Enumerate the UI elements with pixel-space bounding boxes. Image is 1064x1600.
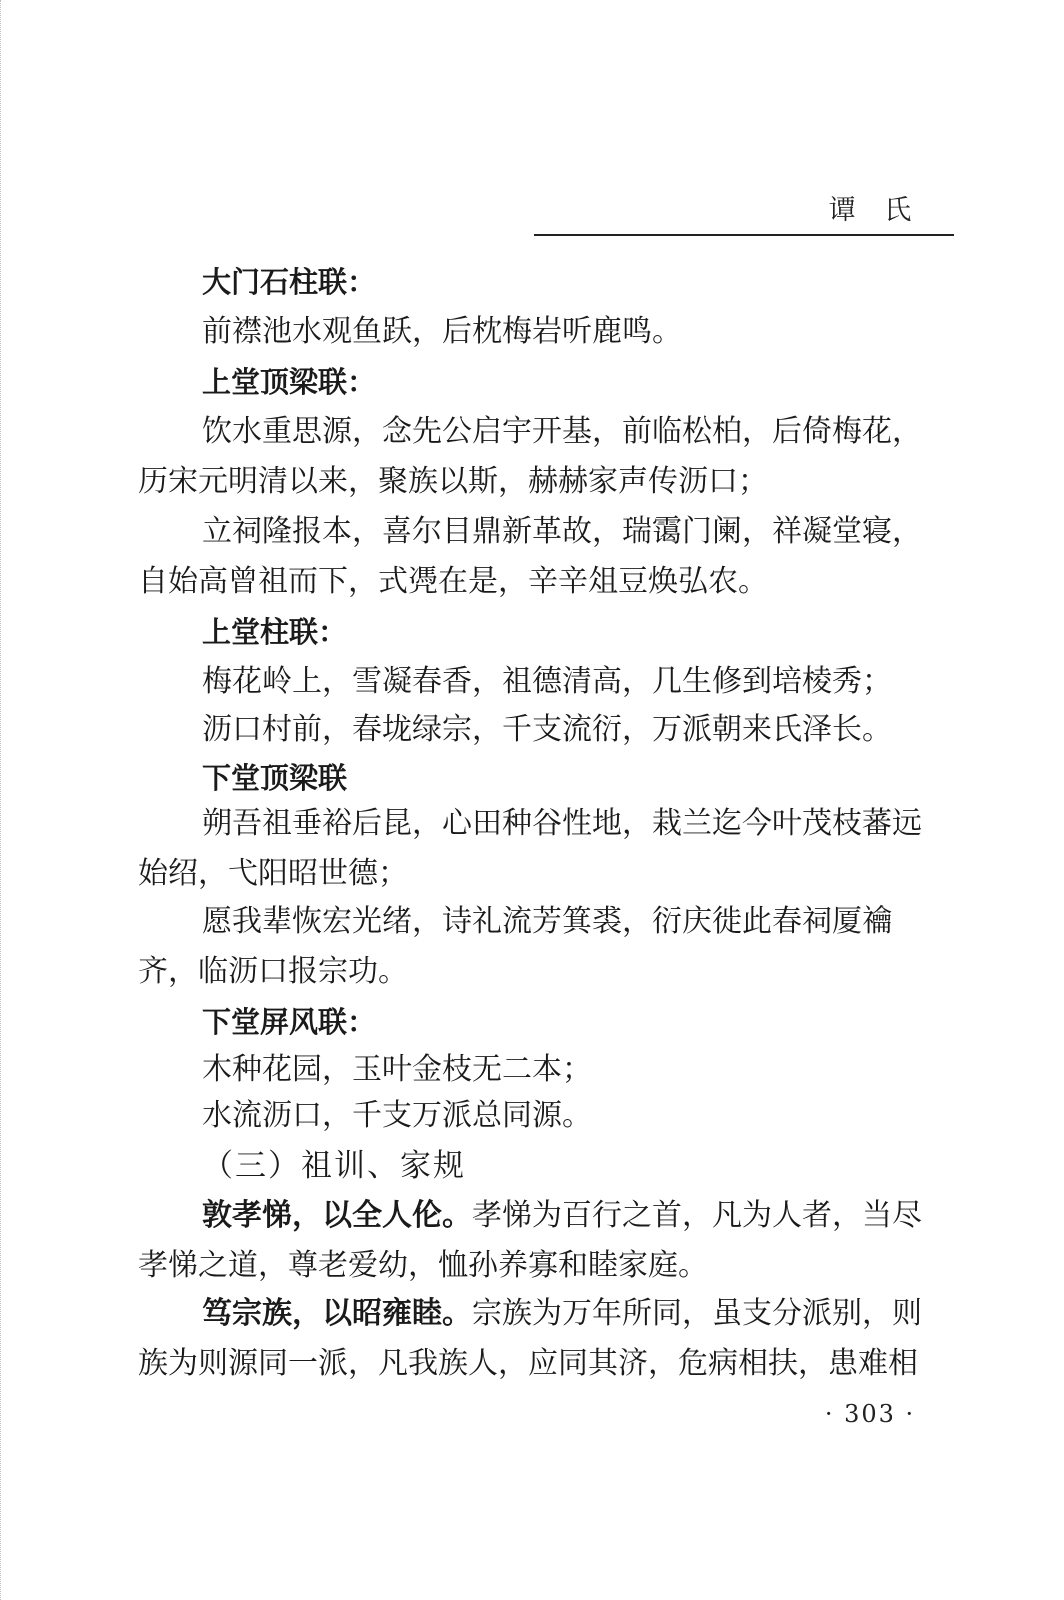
text-line: 历宋元明清以来，聚族以斯，赫赫家声传沥口；: [138, 464, 768, 499]
text-line: 饮水重思源，念先公启宇开基，前临松柏，后倚梅花，: [202, 414, 922, 449]
header-rule: [534, 234, 954, 236]
text-line: 木种花园，玉叶金枝无二本；: [202, 1052, 592, 1087]
couplet-heading: 下堂顶梁联: [202, 761, 348, 795]
page-number: · 303 ·: [824, 1400, 916, 1428]
text-line: 立祠隆报本，喜尔目鼎新革故，瑞霭门阑，祥凝堂寝，: [202, 514, 922, 549]
precept-text: 宗族为万年所同，虽支分派别，则: [472, 1296, 922, 1331]
precept-lead: 敦孝悌，以全人伦。: [202, 1198, 472, 1233]
text-line: [202, 1294, 922, 1334]
precept-text: 孝悌为百行之首，凡为人者，当尽: [472, 1198, 922, 1233]
text-line: 朔吾祖垂裕后昆，心田种谷性地，栽兰迄今叶茂枝蕃远: [202, 806, 922, 841]
text-line: 自始高曾祖而下，式凴在是，辛辛俎豆焕弘农。: [138, 564, 768, 599]
couplet-heading: 下堂屏风联：: [202, 1005, 377, 1039]
text-line: 齐，临沥口报宗功。: [138, 954, 408, 989]
text-line: 水流沥口，千支万派总同源。: [202, 1098, 592, 1133]
couplet-heading: 大门石柱联：: [202, 265, 377, 299]
precept-lead: 笃宗族，以昭雍睦。: [202, 1296, 472, 1331]
couplet-heading: 上堂柱联：: [202, 615, 348, 649]
text-line: 孝悌之道，尊老爱幼，恤孙养寡和睦家庭。: [138, 1248, 708, 1283]
text-line: 愿我辈恢宏光绪，诗礼流芳箕裘，衍庆徙此春祠厦禴: [202, 904, 892, 939]
text-line: 始绍，弋阳昭世德；: [138, 856, 408, 891]
text-line: 梅花岭上，雪凝春香，祖德清高，几生修到培棱秀；: [202, 664, 892, 699]
text-line: 族为则源同一派，凡我族人，应同其济，危病相扶，患难相: [138, 1346, 918, 1381]
couplet-heading: 上堂顶梁联：: [202, 365, 377, 399]
section-title: （三）祖训、家规: [202, 1148, 466, 1184]
text-line: [202, 1196, 922, 1236]
running-head: 谭 氏: [828, 195, 922, 226]
page-edge: [0, 0, 7, 1600]
text-line: 前襟池水观鱼跃，后枕梅岩听鹿鸣。: [202, 314, 682, 349]
text-line: 沥口村前，春垅绿宗，千支流衍，万派朝来氏泽长。: [202, 712, 892, 747]
